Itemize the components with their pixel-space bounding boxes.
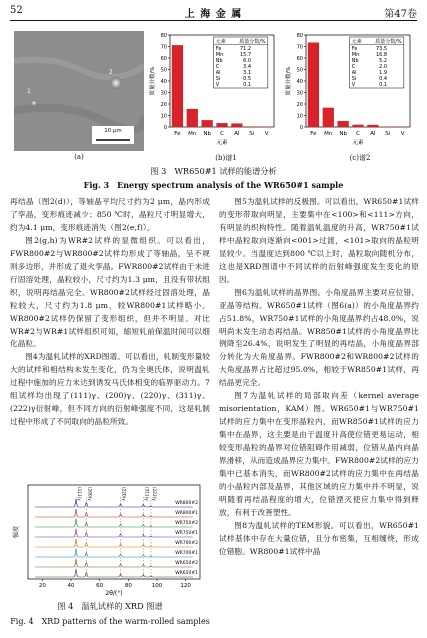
chart-b-xtick-mn: Mn	[188, 131, 197, 137]
spectrum-marker-1: 1	[27, 88, 31, 95]
chart-b-legend-el-fe: Fe	[215, 46, 222, 52]
xrd-xtick-label-0: 20	[38, 583, 46, 589]
xrd-series-label-3: WR750#1	[175, 531, 198, 536]
chart-c-ytick-label-5: 50	[296, 67, 303, 74]
chart-c-legend-el-c: C	[351, 64, 356, 70]
xrd-series-label-2: WR750#2	[175, 521, 198, 526]
chart-b-ytick-label-2: 20	[160, 102, 167, 108]
xrd-ylabel: 强度	[13, 525, 20, 539]
left-paragraph-3: 图4为温轧试样的XRD图谱。可以看出，轧制变形量较大的试样和相结构未发生变化，仍为全奥氏体，说明温轧过程中施加的应力未达到诱发马氏体相变的临界驱动力。7组试样均出现了(111)γ、(200)γ、(220)γ、(311)γ、(222)γ衍射峰，但不同方向的衍射峰强度不同，这是轧制过程中形成了不同取向的晶粒所致。	[10, 352, 210, 427]
chart-c-ytick-label-2: 20	[296, 102, 303, 108]
xrd-plot-frame	[28, 485, 200, 579]
chart-b-legend-val-c: 3.4	[243, 64, 252, 70]
chart-c-legend-el-al: Al	[351, 70, 357, 76]
chart-b-xlabel: 元素	[216, 140, 228, 146]
chart-c-legend-el-nb: Nb	[351, 58, 359, 64]
xrd-peak-label-4: (222)γ	[151, 487, 157, 501]
chart-c-legend-val-nb: 5.2	[379, 58, 388, 64]
xrd-xlabel: 2θ/(°)	[105, 590, 123, 597]
xrd-peak-label-2: (220)γ	[121, 487, 127, 501]
xrd-series-label-0: WR800#2	[175, 501, 198, 506]
chart-b-ylabel: 质量分数/%	[150, 66, 156, 96]
panel-label-b: (b)谱1	[215, 154, 237, 162]
xrd-xtick-label-4: 100	[151, 583, 163, 589]
particle-2	[110, 77, 122, 89]
journal-name: 上 海 金 属	[184, 9, 243, 20]
chart-b-legend-val-v: 0.1	[243, 82, 252, 88]
chart-b-legend-header-el: 元素	[215, 39, 226, 45]
chart-c-legend-el-fe: Fe	[351, 46, 358, 52]
chart-b-legend-val-nb: 6.0	[243, 58, 252, 64]
chart-c-ytick-label-3: 30	[296, 90, 303, 97]
fig4-caption-en: Fig. 4 XRD patterns of the warm-rolled samples	[10, 617, 210, 626]
xrd-peak-label-1: (200)γ	[87, 487, 93, 501]
chart-b-bar-nb	[201, 120, 212, 127]
chart-b-xtick-v: V	[264, 131, 269, 137]
xrd-xtick-label-2: 60	[96, 583, 104, 589]
chart-c-ytick-label-0: 0	[299, 125, 303, 131]
chart-c-xtick-v: V	[400, 131, 405, 137]
chart-b-ytick-label-1: 10	[160, 113, 167, 120]
left-paragraph-2: 图2(g,h)为WR#2试样的显微组织。可以看出，FWR800#2与WR800#2试样均形成了等轴晶，呈不规则多边形，并形成了退火孪晶。FWR800#2试样由于未进行固溶处理，晶粒较小，尺寸约为1.3 μm，且没有带状组织，说明再结晶完全。WR800#2试样经过固溶处理，晶粒较大，尺寸约为1.8 μm，较WR800#1试样略小。WR800#2试样仍保留了变形组织，但并不明显。对比WR#2与WR#1试样组织可知，缩短轧前保温时间可以细化晶粒。	[10, 235, 210, 349]
right-paragraph-3: 图7为温轧试样的局部取向差（kernel average misorientation，KAM）图。WR650#1与WR750#1试样的应力集中在变形晶粒内，而WR850#1试样的应力集中在晶界，这主要是由于温度升高使位错更易运动，相较变形晶粒的晶界对位错阻碍作用减弱，位错从晶内向晶界滑移，从而造成晶界应力集中。FWR800#2试样的应力集中已基本消失，而WR800#2试样的应力集中在再结晶的小晶粒内部及晶界，其他区域的应力集中并不明显，说明随着再结晶程度的增大，位错湮灭使应力集中得到释放，有利于改善塑性。	[219, 391, 419, 517]
spectrum-chart-c	[284, 29, 416, 153]
chart-b-xtick-si: Si	[249, 131, 255, 137]
chart-c-ytick-label-8: 80	[296, 33, 303, 39]
chart-c-ylabel: 质量分数/%	[286, 66, 292, 96]
chart-b-legend-el-v: V	[215, 82, 220, 88]
chart-b-ytick-label-7: 70	[160, 44, 167, 51]
xrd-xtick-label-5: 120	[180, 583, 191, 589]
chart-c-ytick-label-7: 70	[296, 44, 303, 51]
chart-b-bar-mn	[187, 109, 198, 127]
xrd-series-label-1: WR800#1	[175, 511, 198, 516]
fig4-caption-cn: 图 4 温轧试样的 XRD 图谱	[57, 601, 163, 611]
page-number: 52	[10, 5, 23, 16]
left-paragraph-1: 再结晶（图2(d)），等轴晶平均尺寸约为2 μm，晶内形成了孪晶，变形痕迹减少；850 ℃时，晶粒尺寸明显增大，约为4.1 μm，变形痕迹消失（图2(e,f)）。	[10, 197, 210, 232]
chart-b-legend-el-c: C	[215, 64, 220, 70]
sem-micrograph	[14, 31, 144, 151]
chart-b-ytick-label-6: 60	[160, 56, 167, 62]
chart-b-xtick-c: C	[220, 131, 224, 137]
chart-c-ytick-label-1: 10	[296, 113, 303, 120]
chart-c-bar-nb	[337, 121, 348, 127]
right-paragraph-1: 图5为温轧试样的反极图。可以看出，WR650#1试样的变形带取向明显，主要集中在<100>和<111>方向，有明显的织构特性。随着温轧温度的升高，WR750#1试样中晶粒取向逐渐向<001>过渡，<101>取向的晶粒明显较少。当温度达到800 ℃以上时，晶粒取向随机分布，这也是XRD图谱中不同试样的衍射峰强度发生变化的原因。	[219, 197, 419, 284]
xrd-series-label-6: WR650#2	[175, 561, 198, 566]
chart-c-legend-val-v: 0.1	[379, 82, 388, 88]
chart-c-legend-val-c: 2.0	[379, 64, 388, 70]
chart-c-xtick-fe: Fe	[310, 131, 317, 137]
xrd-series-label-5: WR700#1	[175, 551, 198, 556]
chart-c-legend-val-mn: 16.8	[375, 52, 388, 58]
chart-c-xlabel: 元素	[352, 140, 364, 146]
xrd-chart	[12, 481, 208, 599]
chart-c-legend-val-al: 1.9	[379, 70, 388, 76]
left-column-text	[10, 196, 210, 429]
volume-label: 第47卷	[384, 9, 417, 20]
chart-b-legend-header-val: 质量分数/%	[239, 39, 266, 45]
chart-b-bar-al	[231, 123, 242, 127]
fig3-caption-cn: 图 3 WR650#1 试样的能谱分析	[150, 166, 277, 176]
chart-b-xtick-fe: Fe	[174, 131, 181, 137]
chart-c-bar-c	[352, 125, 363, 127]
chart-c-bar-fe	[308, 42, 319, 127]
header-rule	[10, 20, 417, 21]
xrd-series-label-7: WR650#1	[175, 571, 198, 576]
chart-b-ytick-label-8: 80	[160, 33, 167, 39]
particle-1	[31, 100, 37, 106]
chart-b-legend-val-mn: 15.7	[239, 52, 252, 58]
chart-c-legend-header-val: 质量分数/%	[375, 39, 402, 45]
chart-b-bar-si	[246, 126, 257, 127]
spectrum-chart-b	[148, 29, 280, 153]
chart-b-xtick-nb: Nb	[203, 131, 211, 137]
chart-b-ytick-label-4: 40	[160, 79, 167, 85]
chart-c-xtick-c: C	[356, 131, 360, 137]
chart-b-bar-c	[216, 123, 227, 127]
chart-b-legend-el-al: Al	[215, 70, 221, 76]
chart-b-legend-el-mn: Mn	[215, 52, 224, 58]
chart-b-legend-val-al: 3.1	[243, 70, 252, 76]
right-column-text	[219, 196, 419, 559]
chart-c-bar-mn	[323, 108, 334, 127]
chart-b-legend-el-nb: Nb	[215, 58, 223, 64]
right-paragraph-4: 图8为温轧试样的TEM形貌。可以看出，WR650#1试样基体中存在大量位错，且分布密集，互相缠绕，形成位错胞。WR800#1试样中晶	[219, 520, 419, 556]
chart-c-legend-el-mn: Mn	[351, 52, 360, 58]
chart-c-legend-val-si: 0.4	[379, 76, 388, 82]
chart-b-xtick-al: Al	[234, 131, 240, 137]
xrd-series-label-4: WR700#2	[175, 541, 198, 546]
chart-b-legend-val-fe: 71.2	[239, 46, 252, 52]
xrd-xtick-label-3: 80	[124, 583, 132, 589]
right-paragraph-2: 图6为温轧试样的晶界图。小角度晶界主要对应位错、亚晶等结构。WR650#1试样（图6(a)）的小角度晶界约占51.8%，WR750#1试样的小角度晶界约占48.0%，说明尚未发生动态再结晶。WR850#1试样的小角度晶界比例降至26.4%，说明发生了明显的再结晶，小角度晶界部分转化为大角度晶界。FWR800#2和WR800#2试样的大角度晶界占比超过95.0%，相较于WR850#1试样，再结晶更完全。	[219, 287, 419, 388]
panel-label-a: (a)	[74, 153, 84, 161]
xrd-xtick-label-1: 40	[67, 583, 75, 589]
chart-c-ytick-label-6: 60	[296, 56, 303, 62]
chart-c-legend-val-fe: 73.5	[375, 46, 388, 52]
panel-label-c: (c)谱2	[349, 154, 371, 162]
chart-c-xtick-si: Si	[385, 131, 391, 137]
chart-b-bar-fe	[172, 45, 183, 127]
chart-c-xtick-mn: Mn	[324, 131, 333, 137]
chart-c-legend-el-v: V	[351, 82, 356, 88]
chart-c-xtick-al: Al	[370, 131, 376, 137]
chart-b-ytick-label-5: 50	[160, 67, 167, 74]
scale-label: 10 μm	[104, 128, 122, 134]
chart-b-legend-val-si: 0.5	[243, 76, 252, 82]
xrd-peak-label-3: (311)γ	[144, 487, 150, 501]
spectrum-marker-2: 2	[109, 69, 113, 76]
chart-c-ytick-label-4: 40	[296, 79, 303, 85]
fig3-caption-en: Fig. 3 Energy spectrum analysis of the WR650#1 sample	[83, 180, 344, 190]
chart-c-legend-el-si: Si	[351, 76, 357, 82]
chart-c-legend-header-el: 元素	[351, 39, 362, 45]
chart-b-ytick-label-0: 0	[163, 125, 167, 131]
chart-c-xtick-nb: Nb	[339, 131, 347, 137]
chart-b-legend-el-si: Si	[215, 76, 221, 82]
xrd-peak-label-0: (111)γ	[77, 487, 83, 501]
chart-c-bar-al	[367, 125, 378, 127]
chart-b-ytick-label-3: 30	[160, 90, 167, 97]
